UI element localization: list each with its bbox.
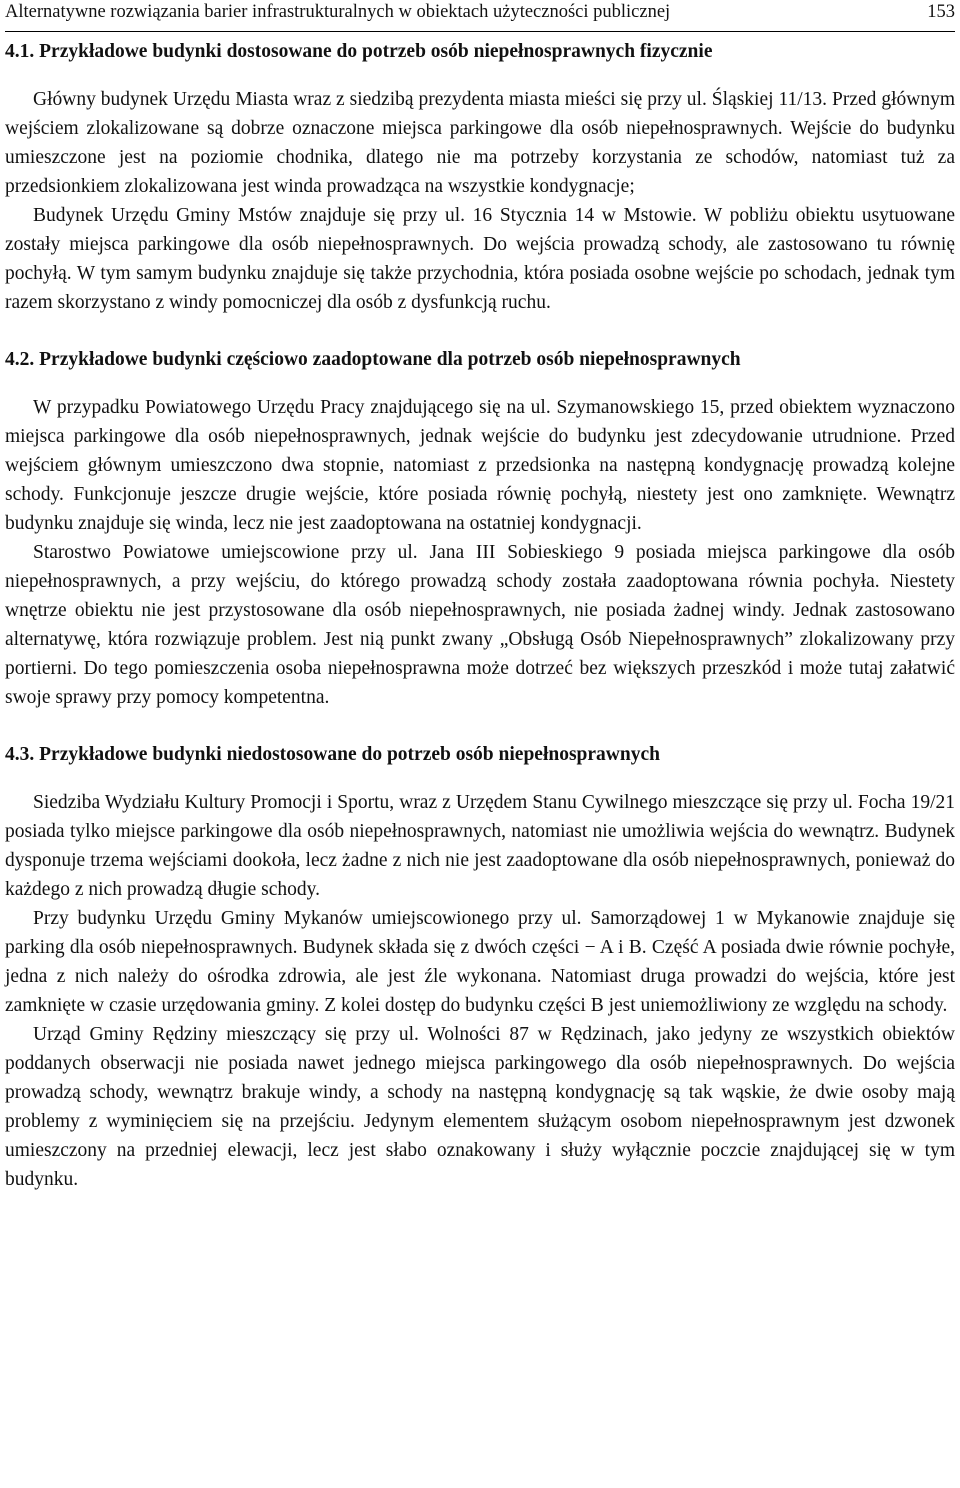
paragraph: Starostwo Powiatowe umiejscowione przy ul. Jana III Sobieskiego 9 posiada miejsca parkingowe dla osób niepełnosprawnych, a przy wejściu, do którego prowadzą schody została zaadoptowana równia pochyła. Niestety wnętrze obiektu nie jest przystosowane dla osób niepełnosprawnych, nie posiada żadnej windy. Jednak zastosowano alternatywę, która rozwiązuje problem. Jest nią punkt zwany „Obsługą Osób Niepełnosprawnych” zlokalizowany przy portierni. Do tego pomieszczenia osoba niepełnosprawna może dotrzeć bez większych przeszkód i może tutaj załatwić swoje sprawy przy pomocy kompetentna. xyxy=(5,542,955,708)
paragraph: Główny budynek Urzędu Miasta wraz z siedzibą prezydenta miasta mieści się przy ul. Śląskiej 11/13. Przed głównym wejściem zlokalizowane są dobrze oznaczone miejsca parkingowe dla osób niepełnosprawnych. Wejście do budynku umieszczone jest na poziomie chodnika, dlatego nie ma potrzeby korzystania ze schodów, natomiast tuż za przedsionkiem zlokalizowana jest winda prowadząca na wszystkie kondygnacje; xyxy=(5,89,955,197)
running-header-title: Alternatywne rozwiązania barier infrastrukturalnych w obiektach użyteczności publicznej xyxy=(5,2,671,22)
running-header xyxy=(5,0,955,34)
paragraph: Siedziba Wydziału Kultury Promocji i Sportu, wraz z Urzędem Stanu Cywilnego mieszczące się przy ul. Focha 19/21 posiada tylko miejsce parkingowe dla osób niepełnosprawnych, natomiast nie umożliwia wejścia do wewnątrz. Budynek dysponuje trzema wejściami dookoła, lecz żadne z nich nie jest zaadoptowane dla osób niepełnosprawnych, ponieważ do każdego z nich prowadzą długie schody. xyxy=(5,792,955,900)
section-heading-4-2 xyxy=(5,346,955,374)
section-title: Przykładowe budynki niedostosowane do potrzeb osób niepełnosprawnych xyxy=(39,744,660,765)
page-number: 153 xyxy=(927,2,955,22)
section-title: Przykładowe budynki dostosowane do potrzeb osób niepełnosprawnych fizycznie xyxy=(39,41,713,62)
section-heading-4-1 xyxy=(5,38,955,66)
section-heading-4-3 xyxy=(5,741,955,769)
paragraph: Przy budynku Urzędu Gminy Mykanów umiejscowionego przy ul. Samorządowej 1 w Mykanowie znajduje się parking dla osób niepełnosprawnych. Budynek składa się z dwóch części − A i B. Część A posiada dwie równie pochyłe, jedna z nich należy do ośrodka zdrowia, ale jest źle wykonana. Natomiast druga prowadzi do wejścia, które jest zamknięte w czasie urzędowania gminy. Z kolei dostęp do budynku części B jest uniemożliwiony ze względu na schody. xyxy=(5,908,955,1016)
section-title: Przykładowe budynki częściowo zaadoptowane dla potrzeb osób niepełnosprawnych xyxy=(39,349,741,370)
section-number: 4.1. xyxy=(5,41,35,62)
section-number: 4.2. xyxy=(5,349,35,370)
paragraph: W przypadku Powiatowego Urzędu Pracy znajdującego się na ul. Szymanowskiego 15, przed obiektem wyznaczono miejsca parkingowe dla osób niepełnosprawnych, jednak wejście do budynku jest zdecydowanie utrudnione. Przed wejściem głównym umieszczono dwa stopnie, natomiast z przedsionka na następną kondygnację prowadzą kolejne schody. Funkcjonuje jeszcze drugie wejście, które posiada równię pochyłą, niestety jest ono zamknięte. Wewnątrz budynku znajduje się winda, lecz nie jest zaadoptowana na ostatniej kondygnacji. xyxy=(5,397,955,534)
paragraph: Urząd Gminy Rędziny mieszczący się przy ul. Wolności 87 w Rędzinach, jako jedyny ze wszystkich obiektów poddanych obserwacji nie posiada nawet jednego miejsca parkingowego dla osób niepełnosprawnych. Do wejścia prowadzą schody, wewnątrz brakuje windy, a schody na następną kondygnację są tak wąskie, że dwie osoby mają problemy z wyminięciem się na przejściu. Jedynym elementem służącym osobom niepełnosprawnym jest dzwonek umieszczony na przedniej elewacji, lecz jest słabo oznakowany i służy wyłącznie poczcie znajdującej się w tym budynku. xyxy=(5,1024,955,1190)
section-number: 4.3. xyxy=(5,744,35,765)
header-rule xyxy=(5,31,955,32)
paragraph: Budynek Urzędu Gminy Mstów znajduje się przy ul. 16 Stycznia 14 w Mstowie. W pobliżu obiektu usytuowane zostały miejsca parkingowe dla osób niepełnosprawnych. Do wejścia prowadzą schody, ale zastosowano tu równię pochyłą. W tym samym budynku znajduje się także przychodnia, która posiada osobne wejście po schodach, jednak tym razem skorzystano z windy pomocniczej dla osób z dysfunkcją ruchu. xyxy=(5,205,955,313)
page-body xyxy=(5,38,955,1194)
